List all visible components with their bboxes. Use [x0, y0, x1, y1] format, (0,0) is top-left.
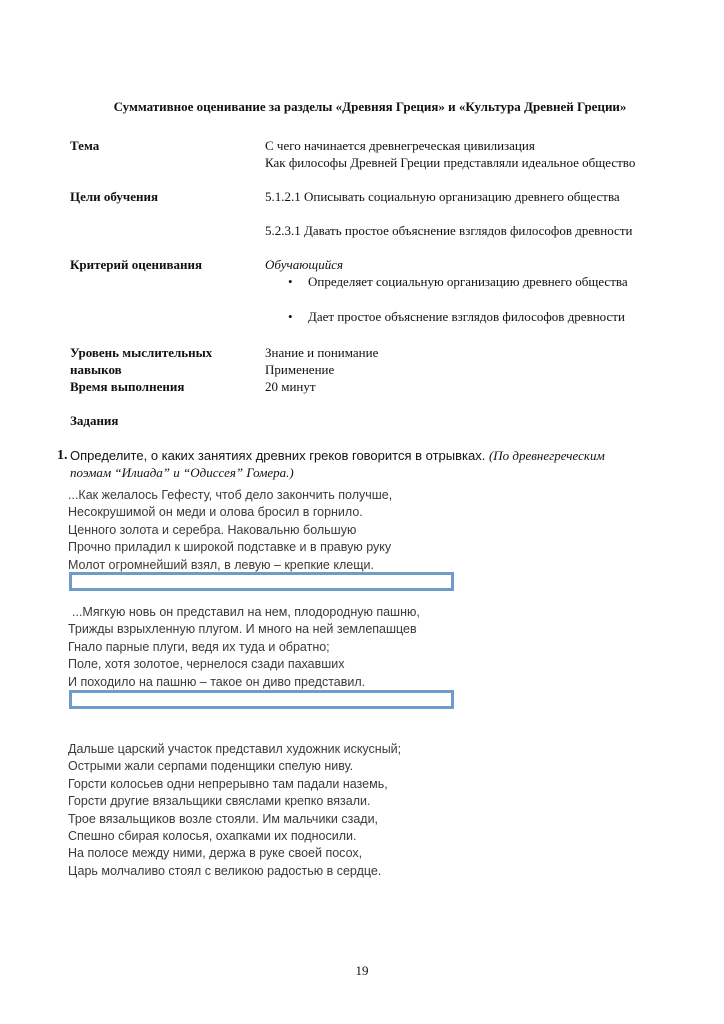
- goals-value-2: 5.2.3.1 Давать простое объяснение взглядов философов древности: [265, 223, 633, 238]
- task-number: 1.: [57, 448, 68, 463]
- task-instruction: Определите, о каких занятиях древних греков говорится в отрывках.: [70, 448, 486, 463]
- goals-label: Цели обучения: [70, 189, 159, 204]
- poem-line: Ценного золота и серебра. Наковальню большую: [68, 522, 357, 537]
- poem-line: Гнало парные плуги, ведя их туда и обратно;: [68, 639, 330, 654]
- poem-line: И походило на пашню – такое он диво представил.: [68, 674, 366, 689]
- topic-value-2: Как философы Древней Греции представляли идеальное общество: [265, 155, 636, 170]
- poem-line: Трижды взрыхленную плугом. И много на ней землепашцев: [68, 622, 417, 637]
- poem-line: Острыми жали серпами поденщики спелую ниву.: [68, 759, 354, 774]
- skills-label-2: навыков: [70, 362, 122, 377]
- poem-line: Молот огромнейший взял, в левую – крепкие клещи.: [68, 557, 374, 572]
- poem-line: Прочно приладил к широкой подставке и в правую руку: [68, 540, 392, 555]
- task-source: (По древнегреческим поэмам “Илиада” и “Одиссея” Гомера.): [70, 448, 605, 480]
- poem-line: ...Как желалось Гефесту, чтоб дело закончить получше,: [68, 488, 393, 502]
- skills-label-1: Уровень мыслительных: [70, 345, 213, 360]
- time-value: 20 минут: [265, 379, 316, 394]
- poem-excerpt-2: [68, 604, 508, 691]
- poem-line: Горсти колосьев одни непрерывно там падали наземь,: [68, 776, 388, 791]
- topic-value-1: С чего начинается древнегреческая цивилизация: [265, 138, 535, 153]
- poem-line: Горсти другие вязальщики свяслами крепко вязали.: [68, 794, 371, 809]
- poem-line: ...Мягкую новь он представил на нем, плодородную пашню,: [72, 605, 420, 619]
- poem-excerpt-1: [68, 487, 508, 574]
- poem-line: Царь молчаливо стоял с великою радостью в сердце.: [68, 863, 382, 878]
- skills-value-2: Применение: [265, 362, 335, 377]
- time-label: Время выполнения: [70, 379, 185, 394]
- poem-line: Трое вязальщиков возле стояли. Им мальчики сзади,: [68, 811, 379, 826]
- poem-line: Спешно сбирая колосья, охапками их подносили.: [68, 828, 357, 843]
- skills-value-1: Знание и понимание: [265, 345, 379, 360]
- task-text: [70, 447, 640, 481]
- bullet-marker: •: [288, 274, 293, 289]
- answer-box-1[interactable]: [69, 572, 454, 591]
- criteria-label: Критерий оценивания: [70, 257, 203, 272]
- goals-value-1: 5.1.2.1 Описывать социальную организацию древнего общества: [265, 189, 620, 204]
- criteria-bullet-1: Определяет социальную организацию древнего общества: [308, 274, 628, 289]
- topic-label: Тема: [70, 138, 100, 153]
- criteria-intro: Обучающийся: [265, 257, 344, 272]
- document-title: Суммативное оценивание за разделы «Древняя Греция» и «Культура Древней Греции»: [113, 99, 627, 114]
- poem-line: На полосе между ними, держа в руке своей посох,: [68, 846, 363, 861]
- bullet-marker: •: [288, 309, 293, 324]
- poem-line: Несокрушимой он меди и олова бросил в горнило.: [68, 505, 363, 520]
- answer-box-2[interactable]: [69, 690, 454, 709]
- poem-line: Поле, хотя золотое, чернелося сзади пахавших: [68, 657, 345, 672]
- criteria-bullet-2: Дает простое объяснение взглядов философов древности: [308, 309, 625, 324]
- poem-line: Дальше царский участок представил художник искусный;: [68, 742, 402, 756]
- tasks-heading: Задания: [70, 413, 119, 428]
- poem-excerpt-3: [68, 741, 508, 880]
- page-number: 19: [355, 963, 369, 978]
